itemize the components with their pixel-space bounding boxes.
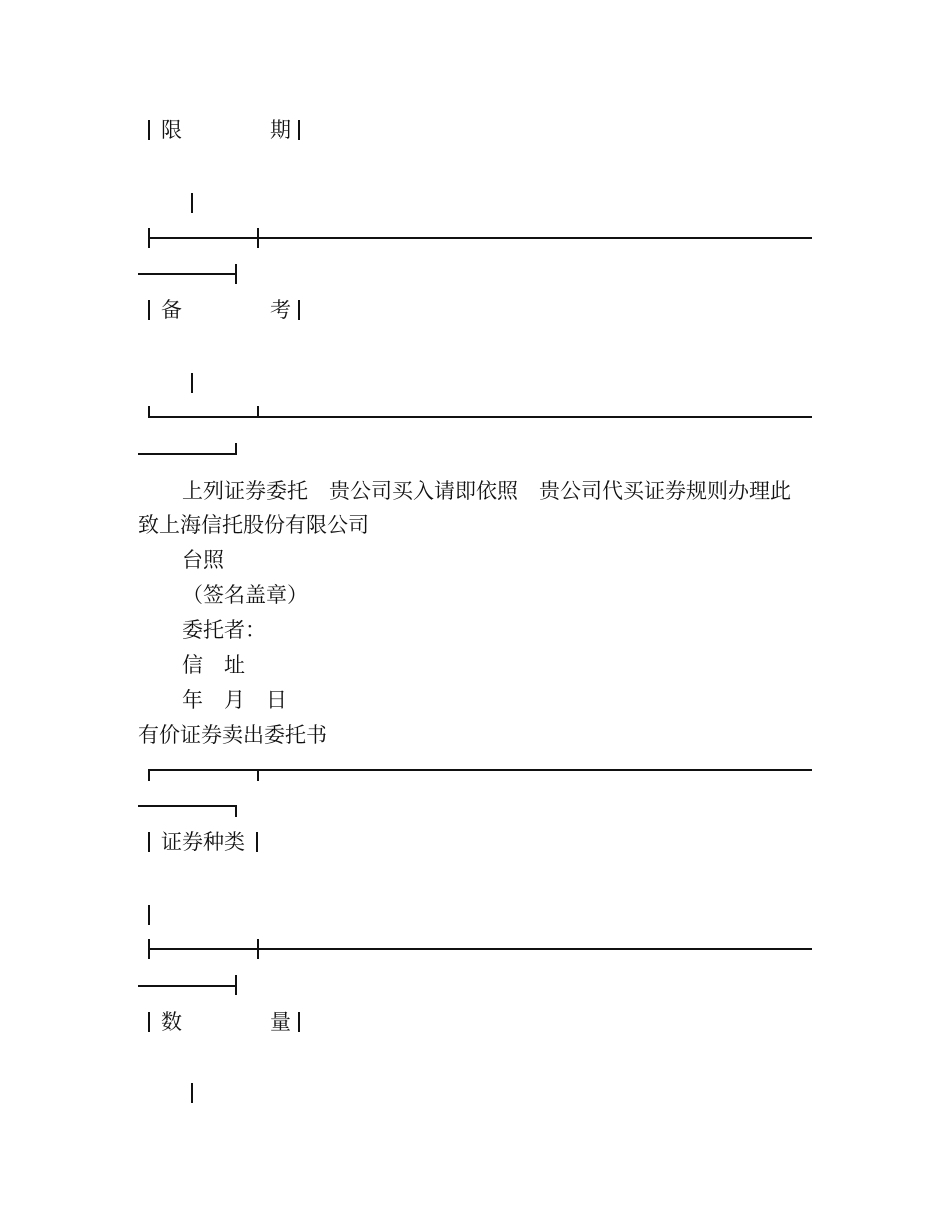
signature-note: （签名盖章） [182, 583, 308, 607]
table-divider [148, 237, 812, 239]
table-border-mid [191, 1083, 193, 1103]
table-corner-right [235, 975, 237, 995]
table-border-mid [191, 373, 193, 393]
table-corner-right [235, 805, 237, 817]
term-label-left: 限 [161, 118, 182, 142]
table-corner-right [235, 443, 237, 455]
table-border-right [298, 300, 300, 320]
table-top-border [148, 769, 812, 771]
table-bottom-border [148, 416, 812, 418]
table-border-left [148, 300, 150, 320]
table-junction [257, 228, 259, 248]
table-junction [257, 939, 259, 959]
entrust-paragraph-line2: 致上海信托股份有限公司 [138, 513, 369, 537]
table-border-left [148, 1012, 150, 1032]
table-top-border-wrap [138, 805, 236, 807]
table-border-left [148, 832, 150, 852]
quantity-label-right: 量 [270, 1010, 291, 1034]
entrust-paragraph-line1: 上列证券委托 贵公司买入请即依照 贵公司代买证券规则办理此 [182, 479, 791, 503]
table-border-right [298, 120, 300, 140]
table-junction [257, 769, 259, 781]
table-border-mid [191, 193, 193, 213]
table-corner-right [235, 264, 237, 284]
table-bottom-border-wrap [138, 453, 236, 455]
table-divider-wrap [138, 985, 236, 987]
table-divider-wrap [138, 273, 236, 275]
closing-text: 台照 [182, 548, 224, 572]
table-divider [148, 948, 812, 950]
table-border-left [148, 120, 150, 140]
sell-form-title: 有价证券卖出委托书 [138, 723, 327, 747]
remark-label-right: 考 [270, 298, 291, 322]
security-type-label: 证券种类 [161, 830, 245, 854]
table-border-right [298, 1012, 300, 1032]
table-junction [257, 406, 259, 418]
remark-label-left: 备 [161, 298, 182, 322]
date-label: 年 月 日 [182, 688, 287, 712]
address-label: 信 址 [182, 653, 245, 677]
table-border-left [148, 905, 150, 925]
quantity-label-left: 数 [161, 1010, 182, 1034]
term-label-right: 期 [270, 118, 291, 142]
client-label: 委托者： [182, 618, 266, 642]
table-border-right [256, 832, 258, 852]
